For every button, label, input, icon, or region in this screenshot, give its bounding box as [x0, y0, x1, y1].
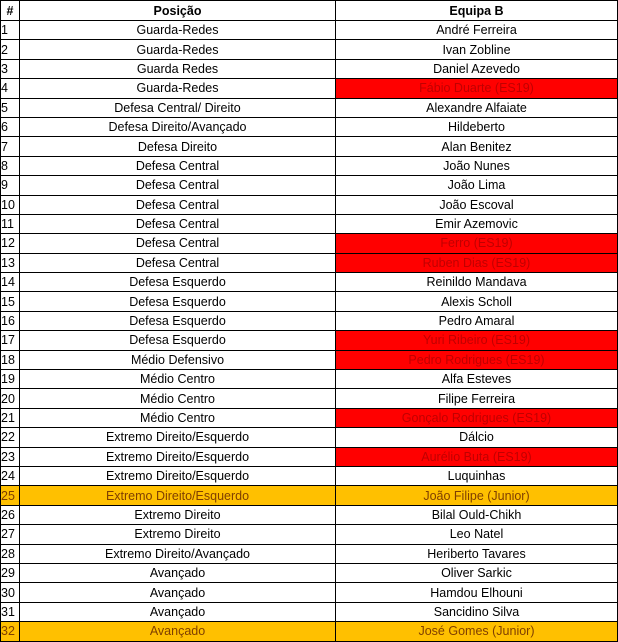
table-row: [1, 331, 618, 350]
row-number: 32: [1, 622, 20, 641]
row-number: 9: [1, 176, 20, 195]
row-position: Defesa Central: [20, 214, 336, 233]
row-player-name: Pedro Amaral: [336, 311, 618, 330]
row-position: Médio Centro: [20, 370, 336, 389]
table-row: [1, 195, 618, 214]
row-player-name: Ruben Dias (ES19): [336, 253, 618, 272]
row-number: 26: [1, 505, 20, 524]
row-player-name: João Nunes: [336, 156, 618, 175]
row-player-name: João Escoval: [336, 195, 618, 214]
row-player-name: Heriberto Tavares: [336, 544, 618, 563]
table-row: [1, 21, 618, 40]
row-position: Extremo Direito/Esquerdo: [20, 447, 336, 466]
row-position: Extremo Direito: [20, 505, 336, 524]
row-player-name: Sancidino Silva: [336, 602, 618, 621]
row-player-name: Hildeberto: [336, 117, 618, 136]
header-team: Equipa B: [336, 1, 618, 21]
row-position: Médio Centro: [20, 408, 336, 427]
row-number: 16: [1, 311, 20, 330]
row-number: 11: [1, 214, 20, 233]
row-number: 15: [1, 292, 20, 311]
row-player-name: Dálcio: [336, 428, 618, 447]
table-row: [1, 137, 618, 156]
row-position: Médio Centro: [20, 389, 336, 408]
table-row: [1, 214, 618, 233]
row-number: 4: [1, 79, 20, 98]
row-player-name: Filipe Ferreira: [336, 389, 618, 408]
row-player-name: Alan Benitez: [336, 137, 618, 156]
row-number: 24: [1, 466, 20, 485]
row-position: Médio Defensivo: [20, 350, 336, 369]
row-position: Guarda Redes: [20, 59, 336, 78]
row-position: Avançado: [20, 563, 336, 582]
row-position: Guarda-Redes: [20, 40, 336, 59]
row-player-name: Yuri Ribeiro (ES19): [336, 331, 618, 350]
row-position: Extremo Direito/Esquerdo: [20, 428, 336, 447]
table-row: [1, 350, 618, 369]
row-position: Defesa Esquerdo: [20, 292, 336, 311]
row-number: 2: [1, 40, 20, 59]
row-player-name: João Lima: [336, 176, 618, 195]
row-position: Defesa Central: [20, 234, 336, 253]
table-row: [1, 544, 618, 563]
row-player-name: Alexis Scholl: [336, 292, 618, 311]
row-position: Defesa Direito: [20, 137, 336, 156]
row-player-name: João Filipe (Junior): [336, 486, 618, 505]
row-number: 5: [1, 98, 20, 117]
row-player-name: André Ferreira: [336, 21, 618, 40]
row-player-name: Oliver Sarkic: [336, 563, 618, 582]
row-player-name: José Gomes (Junior): [336, 622, 618, 641]
row-number: 23: [1, 447, 20, 466]
table-row: [1, 622, 618, 641]
row-player-name: Pedro Rodrigues (ES19): [336, 350, 618, 369]
table-row: [1, 563, 618, 582]
row-player-name: Leo Natel: [336, 525, 618, 544]
row-position: Guarda-Redes: [20, 21, 336, 40]
table-row: [1, 292, 618, 311]
row-position: Extremo Direito/Esquerdo: [20, 486, 336, 505]
table-row: [1, 59, 618, 78]
row-position: Extremo Direito/Avançado: [20, 544, 336, 563]
table-body: [1, 21, 618, 642]
table-row: [1, 273, 618, 292]
row-number: 1: [1, 21, 20, 40]
row-number: 14: [1, 273, 20, 292]
row-player-name: Ivan Zobline: [336, 40, 618, 59]
row-number: 10: [1, 195, 20, 214]
table-row: [1, 389, 618, 408]
table-row: [1, 408, 618, 427]
row-position: Avançado: [20, 583, 336, 602]
row-player-name: Fábio Duarte (ES19): [336, 79, 618, 98]
header-number: #: [1, 1, 20, 21]
table-row: [1, 234, 618, 253]
row-position: Extremo Direito: [20, 525, 336, 544]
table-row: [1, 40, 618, 59]
row-position: Defesa Central/ Direito: [20, 98, 336, 117]
row-number: 18: [1, 350, 20, 369]
table-row: [1, 156, 618, 175]
table-row: [1, 79, 618, 98]
row-player-name: Alfa Esteves: [336, 370, 618, 389]
table-row: [1, 602, 618, 621]
row-player-name: Ferro (ES19): [336, 234, 618, 253]
table-row: [1, 253, 618, 272]
row-number: 30: [1, 583, 20, 602]
row-number: 17: [1, 331, 20, 350]
table-row: [1, 117, 618, 136]
table-row: [1, 370, 618, 389]
row-position: Defesa Central: [20, 253, 336, 272]
row-position: Avançado: [20, 602, 336, 621]
table-row: [1, 505, 618, 524]
row-position: Defesa Direito/Avançado: [20, 117, 336, 136]
row-number: 21: [1, 408, 20, 427]
row-position: Defesa Esquerdo: [20, 331, 336, 350]
row-position: Guarda-Redes: [20, 79, 336, 98]
row-number: 12: [1, 234, 20, 253]
table-row: [1, 176, 618, 195]
row-player-name: Hamdou Elhouni: [336, 583, 618, 602]
row-number: 7: [1, 137, 20, 156]
row-number: 13: [1, 253, 20, 272]
row-position: Defesa Central: [20, 156, 336, 175]
table-row: [1, 525, 618, 544]
table-row: [1, 447, 618, 466]
row-number: 6: [1, 117, 20, 136]
row-player-name: Emir Azemovic: [336, 214, 618, 233]
row-player-name: Reinildo Mandava: [336, 273, 618, 292]
table-row: [1, 428, 618, 447]
row-number: 28: [1, 544, 20, 563]
row-player-name: Alexandre Alfaiate: [336, 98, 618, 117]
row-position: Avançado: [20, 622, 336, 641]
table-row: [1, 583, 618, 602]
table-row: [1, 466, 618, 485]
table-row: [1, 98, 618, 117]
row-position: Defesa Central: [20, 176, 336, 195]
row-player-name: Luquinhas: [336, 466, 618, 485]
row-number: 22: [1, 428, 20, 447]
row-player-name: Gonçalo Rodrigues (ES19): [336, 408, 618, 427]
table-row: [1, 486, 618, 505]
row-position: Defesa Central: [20, 195, 336, 214]
row-position: Defesa Esquerdo: [20, 273, 336, 292]
row-player-name: Aurélio Buta (ES19): [336, 447, 618, 466]
row-number: 8: [1, 156, 20, 175]
row-player-name: Bilal Ould-Chikh: [336, 505, 618, 524]
row-number: 19: [1, 370, 20, 389]
row-number: 31: [1, 602, 20, 621]
row-number: 29: [1, 563, 20, 582]
row-number: 27: [1, 525, 20, 544]
table-row: [1, 311, 618, 330]
row-position: Extremo Direito/Esquerdo: [20, 466, 336, 485]
header-position: Posição: [20, 1, 336, 21]
row-player-name: Daniel Azevedo: [336, 59, 618, 78]
row-number: 25: [1, 486, 20, 505]
row-number: 3: [1, 59, 20, 78]
row-number: 20: [1, 389, 20, 408]
row-position: Defesa Esquerdo: [20, 311, 336, 330]
header-row: [1, 1, 618, 21]
